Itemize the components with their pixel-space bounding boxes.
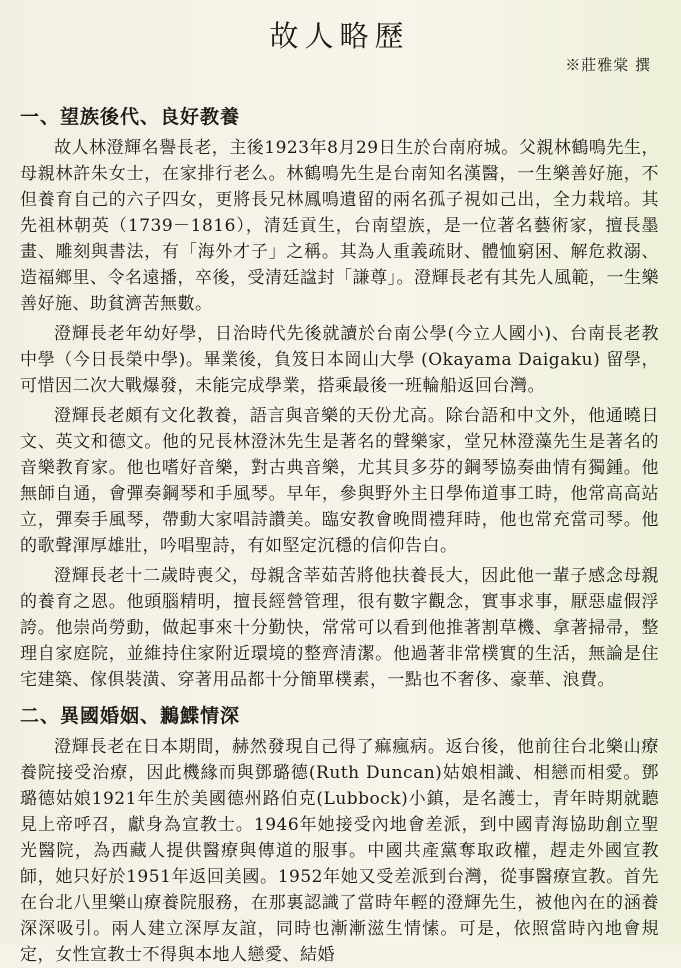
paragraph-1-2: 澄輝長老年幼好學，日治時代先後就讀於台南公學(今立人國小)、台南長老教中學（今日長榮中學)。畢業後，負笈日本岡山大學 (Okayama Daigaku) 留學，可惜因二次大戰爆發，未能完成學業，搭乘最後一班輪船返回台灣。 xyxy=(20,324,659,396)
paragraph-1-1: 故人林澄輝名譽長老，主後1923年8月29日生於台南府城。父親林鶴鳴先生，母親林許朱女士，在家排行老么。林鶴鳴先生是台南知名漢醫，一生樂善好施，不但養育自己的六子四女，更將長兄林鳳鳴遺留的兩名孤子視如己出，全力栽培。其先祖林朝英（1739－1816），清廷貢生，台南望族，是一位著名藝術家，擅長墨畫、雕刻與書法，有「海外才子」之稱。其為人重義疏財、體恤窮困、解危救溺、造福鄉里、令名遠播，卒後，受清廷諡封「謙尊」。澄輝長老有其先人風範，一生樂善好施、助貧濟苦無數。 xyxy=(20,138,659,314)
paragraph-1-3: 澄輝長老頗有文化教養，語言與音樂的天份尤高。除台語和中文外，他通曉日文、英文和德文。他的兄長林澄沐先生是著名的聲樂家，堂兄林澄藻先生是著名的音樂教育家。他也嗜好音樂，對古典音樂，尤其貝多芬的鋼琴協奏曲情有獨鍾。他無師自通，會彈奏鋼琴和手風琴。早年，參與野外主日學佈道事工時，他常高高站立，彈奏手風琴，帶動大家唱詩讚美。臨安教會晚間禮拜時，他也常充當司琴。他的歌聲渾厚雄壯，吟唱聖詩，有如堅定沉穩的信仰告白。 xyxy=(20,406,659,556)
paragraph-2-1: 澄輝長老在日本期間，赫然發現自己得了痲瘋病。返台後，他前往台北樂山療養院接受治療，因此機緣而與鄧璐德(Ruth Duncan)姑娘相識、相戀而相愛。鄧璐德姑娘1921年生於美國德州路伯克(Lubbock)小鎮，是名護士，青年時期就聽見上帝呼召，獻身為宣教士。1946年她接受內地會差派，到中國青海協助創立聖光醫院，為西藏人提供醫療與傳道的服事。中國共產黨奪取政權，趕走外國宣教師，她只好於1951年返回美國。1952年她又受差派到台灣，從事醫療宣教。首先在台北八里樂山療養院服務，在那裏認識了當時年輕的澄輝先生，被他內在的涵養深深吸引。兩人建立深厚友誼，同時也漸漸滋生情愫。可是，依照當時內地會規定，女性宣教士不得與本地人戀愛、結婚 xyxy=(20,737,659,965)
page-title: 故人略歷 xyxy=(269,19,410,53)
paragraph-1-4: 澄輝長老十二歲時喪父，母親含莘茹苦將他扶養長大，因此他一輩子感念母親的養育之恩。他頭腦精明，擅長經營管理，很有數字觀念，實事求事，厭惡虛假浮誇。他崇尚勞動，做起事來十分勤快，常常可以看到他推著割草機、拿著掃帚，整理自家庭院，並維持住家附近環境的整齊清潔。他過著非常樸實的生活，無論是住宅建築、傢俱裝潢、穿著用品都十分簡單樸素，一點也不奢侈、豪華、浪費。 xyxy=(20,566,659,690)
section-heading-1: 一、望族後代、良好教養 xyxy=(20,106,241,128)
author-byline: ※莊雅棠 撰 xyxy=(565,56,651,74)
section-heading-2: 二、異國婚姻、鶼鰈情深 xyxy=(20,705,241,727)
